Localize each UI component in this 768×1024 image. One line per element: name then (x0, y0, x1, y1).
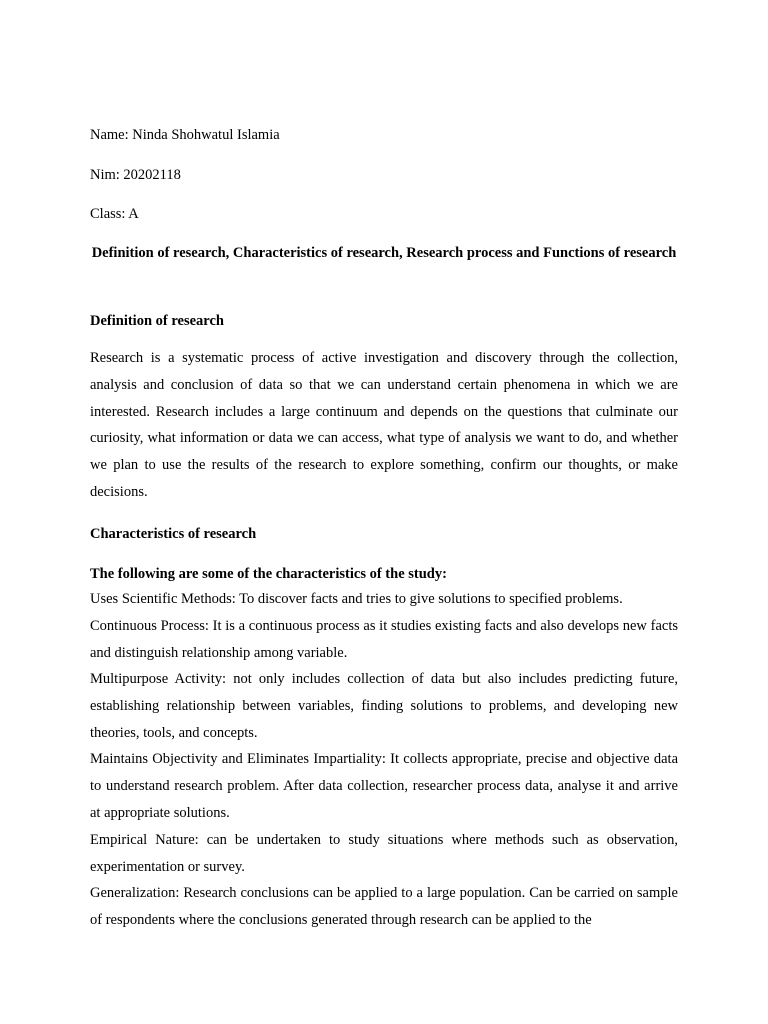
list-item: Generalization: Research conclusions can be applied to a large population. Can be carried on sample of respondents where the conclusions generated through research can be applied to the (90, 885, 678, 928)
document-title: Definition of research, Characteristics of research, Research process and Functions of research (91, 245, 677, 261)
student-nim: Nim: 20202118 (90, 167, 181, 183)
list-item: Continuous Process: It is a continuous process as it studies existing facts and also develops new facts and distinguish relationship among variable. (90, 618, 678, 661)
characteristics-intro: The following are some of the characteristics of the study: (90, 566, 447, 582)
student-name: Name: Ninda Shohwatul Islamia (90, 127, 280, 143)
list-item: Empirical Nature: can be undertaken to study situations where methods such as observation, experimentation or survey. (90, 832, 678, 875)
student-class: Class: A (90, 206, 139, 222)
list-item: Maintains Objectivity and Eliminates Impartiality: It collects appropriate, precise and objective data to understand research problem. After data collection, researcher process data, analyse it and arrive at appropriate solutions. (90, 751, 678, 821)
characteristics-heading: Characteristics of research (90, 526, 257, 542)
list-item: Multipurpose Activity: not only includes collection of data but also includes predicting future, establishing relationship between variables, finding solutions to problems, and developing new theories, tools, and concepts. (90, 671, 678, 741)
list-item: Uses Scientific Methods: To discover facts and tries to give solutions to specified problems. (90, 591, 623, 607)
definition-paragraph: Research is a systematic process of active investigation and discovery through the collection, analysis and conclusion of data so that we can understand certain phenomena in which we are interested. Research includes a large continuum and depends on the questions that culminate our curiosity, what information or data we can access, what type of analysis we want to do, and whether we plan to use the results of the research to explore something, confirm our thoughts, or make decisions. (90, 350, 678, 500)
definition-heading: Definition of research (90, 313, 224, 329)
